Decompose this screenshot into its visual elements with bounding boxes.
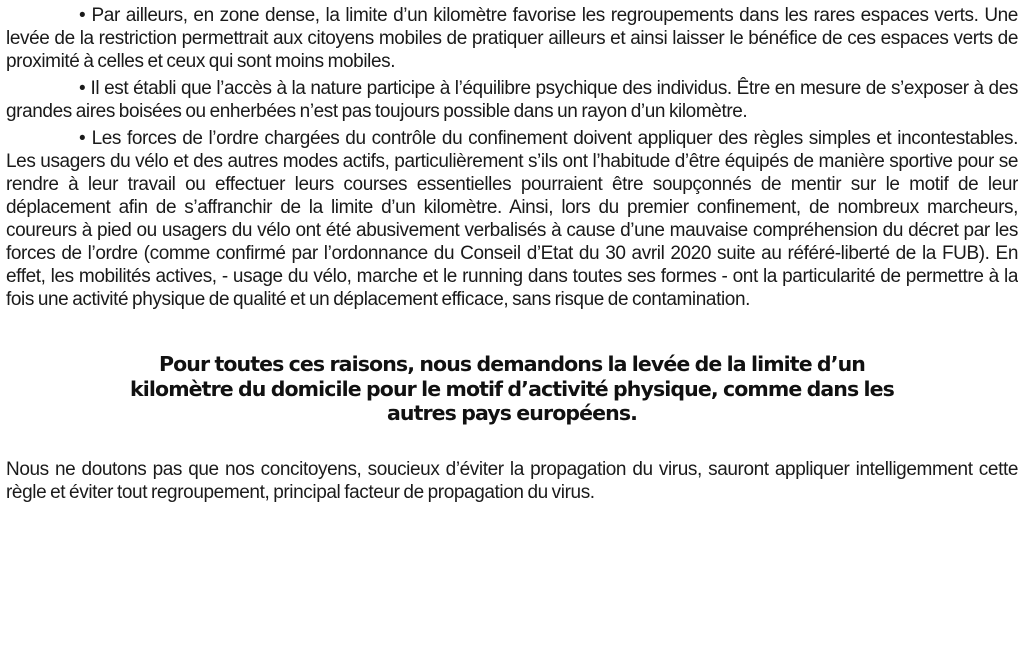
document-page [6, 0, 1018, 645]
bullet-paragraph-3 [6, 123, 1018, 311]
closing-paragraph: Nous ne doutons pas que nos concitoyens, soucieux d’éviter la propagation du virus, sauront appliquer intelligemment cette règle et éviter tout regroupement, principal facteur de propagation du virus. [6, 458, 1018, 503]
callout-line: kilomètre du domicile pour le motif d’activité physique, comme dans les [130, 376, 894, 401]
callout-line: Pour toutes ces raisons, nous demandons la levée de la limite d’un [159, 352, 865, 376]
bullet-glyph: • [79, 5, 86, 26]
bullet-paragraph-2 [6, 73, 1018, 123]
callout-line: autres pays européens. [386, 401, 638, 425]
callout-demand [6, 352, 1018, 426]
bullet-glyph: • [79, 78, 86, 99]
paragraph-text: Il est établi que l’accès à la nature participe à l’équilibre psychique des individus. Être en mesure de s’exposer à des grandes aires boisées ou enherbées n’est pas toujours possible dans un rayon d’un kilomètre. [6, 78, 1018, 122]
paragraph-text: Par ailleurs, en zone dense, la limite d’un kilomètre favorise les regroupements dans les rares espaces verts. Une levée de la restriction permettrait aux citoyens mobiles de pratiquer ailleurs et ainsi laisser le bénéfice de ces espaces verts de proximité à celles et ceux qui sont moins mobiles. [6, 5, 1018, 72]
bullet-paragraph-1 [6, 0, 1018, 73]
bullet-glyph: • [79, 128, 86, 149]
paragraph-text: Les forces de l’ordre chargées du contrôle du confinement doivent appliquer des règles simples et incontestables. Les usagers du vélo et des autres modes actifs, particulièrement s’ils ont l’habitude d’être équipés de manière sportive pour se rendre à leur travail ou effectuer leurs courses essentielles pourraient être soupçonnés de mentir sur le motif de leur déplacement afin de s’affranchir de la limite d’un kilomètre. Ainsi, lors du premier confinement, de nombreux marcheurs, coureurs à pied ou usagers du vélo ont été abusivement verbalisés à cause d’une mauvaise compréhension du décret par les forces de l’ordre (comme confirmé par l’ordonnance du Conseil d’Etat du 30 avril 2020 suite au référé-liberté de la FUB). En effet, les mobilités actives, - usage du vélo, marche et le running dans toutes ses formes - ont la particularité de permettre à la fois une activité physique de qualité et un déplacement efficace, sans risque de contamination. [6, 128, 1018, 310]
